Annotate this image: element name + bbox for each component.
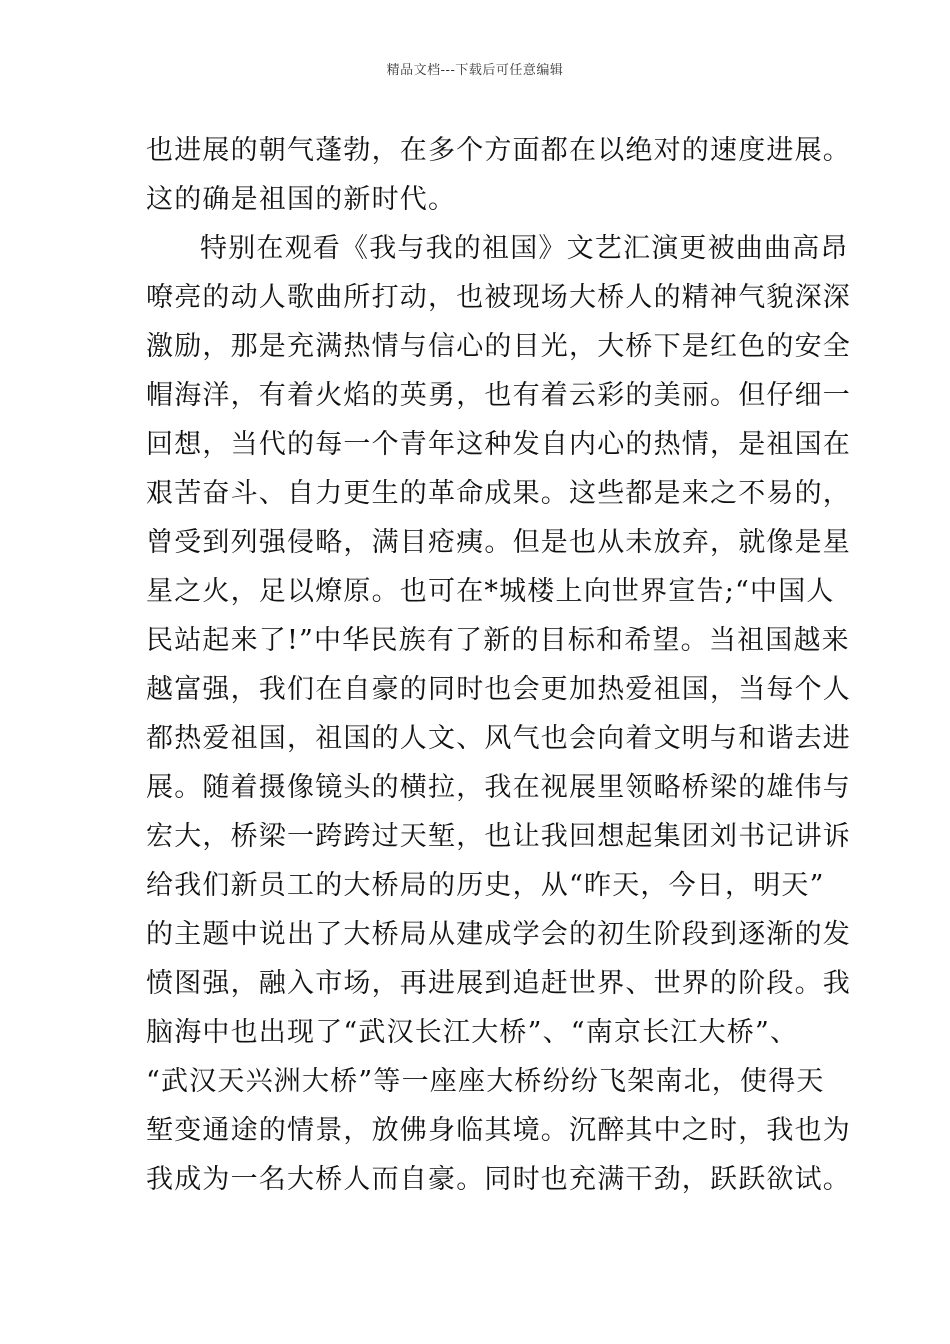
text-line: 愤图强，融入市场，再进展到追赶世界、世界的阶段。我 (146, 968, 851, 999)
text-line: 给我们新员工的大桥局的历史，从“昨天，今日，明天” (146, 870, 825, 901)
text-line: 也进展的朝气蓬勃，在多个方面都在以绝对的速度进展。 (146, 135, 851, 166)
paragraph-first-line: 特别在观看《我与我的祖国》文艺汇演更被曲曲高昂 (200, 233, 849, 264)
text-line: 激励，那是充满热情与信心的目光，大桥下是红色的安全 (146, 331, 851, 362)
text-line: “武汉天兴洲大桥”等一座座大桥纷纷飞架南北，使得天 (146, 1066, 825, 1097)
text-line: 脑海中也出现了“武汉长江大桥”、“南京长江大桥”、 (146, 1017, 799, 1048)
text-line: 帽海洋，有着火焰的英勇，也有着云彩的美丽。但仔细一 (146, 380, 851, 411)
text-line: 民站起来了!”中华民族有了新的目标和希望。当祖国越来 (146, 625, 850, 656)
page-header: 精品文档---下载后可任意编辑 (386, 63, 564, 78)
text-line: 展。随着摄像镜头的横拉，我在视展里领略桥梁的雄伟与 (146, 772, 851, 803)
text-line: 回想，当代的每一个青年这种发自内心的热情，是祖国在 (146, 429, 851, 460)
text-line: 这的确是祖国的新时代。 (146, 184, 457, 215)
body-text (146, 126, 851, 1204)
text-line: 我成为一名大桥人而自豪。同时也充满干劲，跃跃欲试。 (146, 1164, 851, 1195)
text-line: 都热爱祖国，祖国的人文、风气也会向着文明与和谐去进 (146, 723, 851, 754)
text-line: 宏大，桥梁一跨跨过天堑，也让我回想起集团刘书记讲诉 (146, 821, 851, 852)
text-line: 星之火，足以燎原。也可在*城楼上向世界宣告;“中国人 (146, 576, 835, 607)
text-line: 的主题中说出了大桥局从建成学会的初生阶段到逐渐的发 (146, 919, 851, 950)
text-line: 曾受到列强侵略，满目疮痍。但是也从未放弃，就像是星 (146, 527, 851, 558)
text-line: 嘹亮的动人歌曲所打动，也被现场大桥人的精神气貌深深 (146, 282, 851, 313)
text-line: 堑变通途的情景，放佛身临其境。沉醉其中之时，我也为 (146, 1115, 851, 1146)
text-line: 艰苦奋斗、自力更生的革命成果。这些都是来之不易的， (146, 478, 851, 509)
text-line: 越富强，我们在自豪的同时也会更加热爱祖国，当每个人 (146, 674, 851, 705)
